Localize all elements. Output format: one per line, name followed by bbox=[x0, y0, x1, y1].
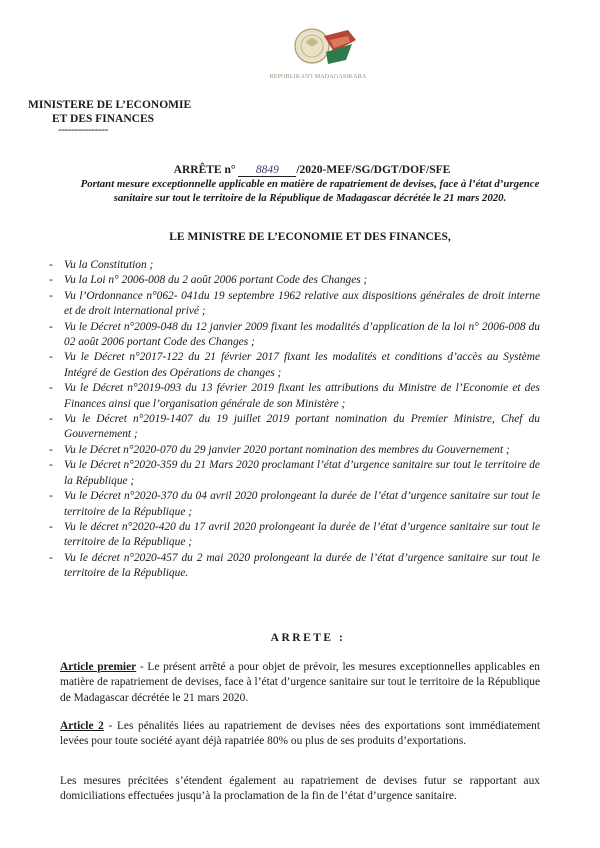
minister-heading: LE MINISTRE DE L’ECONOMIE ET DES FINANCES, bbox=[169, 231, 451, 243]
consideration-text: Vu le Décret n°2020-359 du 21 Mars 2020 proclamant l’état d’urgence sanitaire sur tout le territoire de la République ; bbox=[64, 459, 540, 487]
article-1-label: Article premier bbox=[60, 661, 137, 673]
consideration-text: Vu le Décret n°2009-048 du 12 janvier 2009 fixant les modalités d’application de la loi n° 2006-008 du 02 août 2006 portant Code des Changes ; bbox=[64, 320, 540, 349]
bullet: - bbox=[49, 320, 53, 333]
consideration-text: Vu le Décret n°2017-122 du 21 février 2017 fixant les modalités et conditions d’accès au Système Intégré de Gestion des Opérations de changes ; bbox=[64, 351, 540, 379]
bullet: - bbox=[49, 520, 53, 533]
ministry-line-1: MINISTERE DE L’ECONOMIE bbox=[28, 99, 192, 111]
consideration-item bbox=[49, 289, 540, 320]
consideration-item bbox=[49, 273, 540, 288]
consideration-text: Vu l’Ordonnance n°062- 041du 19 septembre 1962 relative aux dispositions générales de droit interne et de droit international privé ; bbox=[64, 289, 540, 318]
consideration-text: Vu la Constitution ; bbox=[64, 259, 154, 271]
ministry-divider: --------------- bbox=[58, 124, 108, 136]
consideration-text: Vu le décret n°2020-420 du 17 avril 2020 prolongeant la durée de l’état d’urgence sanitaire sur tout le territoire de la République ; bbox=[64, 520, 540, 549]
ministry-line-2: ET DES FINANCES bbox=[52, 113, 155, 125]
consideration-item bbox=[49, 412, 540, 443]
consideration-text: Vu le Décret n°2019-1407 du 19 juillet 2019 portant nomination du Premier Ministre, Chef du Gouvernement ; bbox=[64, 413, 540, 441]
article-2 bbox=[60, 719, 540, 750]
consideration-item bbox=[49, 458, 540, 489]
decree-title-prefix: ARRÊTE n° bbox=[173, 164, 236, 176]
bullet: - bbox=[49, 490, 53, 503]
closing-paragraph: Les mesures précitées s’étendent également au rapatriement de devises futur se rapportant aux domiciliations effectuées jusqu’à la proclamation de la fin de l’état d’urgence sanitaire. bbox=[60, 775, 540, 803]
consideration-item bbox=[49, 258, 540, 273]
consideration-item bbox=[49, 489, 540, 520]
emblem-icon bbox=[268, 22, 368, 74]
bullet: - bbox=[49, 259, 53, 271]
decree-title-suffix: /2020-MEF/SG/DGT/DOF/SFE bbox=[296, 164, 451, 176]
state-seal-emblem bbox=[268, 22, 368, 102]
bullet: - bbox=[49, 551, 53, 564]
consideration-text: Vu le décret n°2020-457 du 2 mai 2020 prolongeant la durée de l’état d’urgence sanitaire sur tout le territoire de la République. bbox=[64, 551, 540, 580]
article-2-text: - Les pénalités liées au rapatriement de devises nées des exportations sont immédiatement levées pour toute société ayant déjà rapatriée 80% ou plus de ses produits d’exportations. bbox=[60, 720, 540, 748]
decree-number: 8849 bbox=[238, 164, 296, 177]
bullet: - bbox=[49, 382, 53, 395]
decree-subtitle: Portant mesure exceptionnelle applicable en matière de rapatriement de devises, face à l’état d’urgence sanitaire sur tout le territoire de la République de Madagascar décrétée le 21 mars 2020. bbox=[80, 178, 540, 204]
ministry-header bbox=[28, 98, 198, 134]
consideration-text: Vu le Décret n°2019-093 du 13 février 2019 fixant les attributions du Ministre de l’Economie et des Finances ainsi que l’organisation générale de son Ministère ; bbox=[64, 382, 540, 410]
bullet: - bbox=[49, 274, 53, 287]
consideration-item bbox=[49, 551, 540, 582]
consideration-text: Vu la Loi n° 2006-008 du 2 août 2006 portant Code des Changes ; bbox=[64, 274, 368, 287]
decree-title bbox=[0, 164, 600, 177]
consideration-text: Vu le Décret n°2020-370 du 04 avril 2020 prolongeant la durée de l’état d’urgence sanitaire sur tout le territoire de la République ; bbox=[64, 490, 540, 518]
consideration-item bbox=[49, 381, 540, 412]
bullet: - bbox=[49, 289, 53, 302]
article-2-label: Article 2 bbox=[60, 720, 104, 732]
bullet: - bbox=[49, 459, 53, 472]
consideration-item bbox=[49, 320, 540, 351]
bullet: - bbox=[49, 413, 53, 426]
article-1-text: - Le présent arrêté a pour objet de prévoir, les mesures exceptionnelles applicables en matière de rapatriement de devises, face à l’état d’urgence sanitaire sur tout le territoire de la République de Madagascar décrétée le 21 mars 2020. bbox=[60, 661, 541, 704]
bullet: - bbox=[49, 443, 53, 456]
article-1 bbox=[60, 660, 540, 706]
consideration-item bbox=[49, 520, 540, 551]
arrete-heading: ARRETE : bbox=[270, 632, 346, 644]
bullet: - bbox=[49, 351, 53, 364]
consideration-item bbox=[49, 443, 540, 458]
consideration-item bbox=[49, 350, 540, 381]
consideration-text: Vu le Décret n°2020-070 du 29 janvier 2020 portant nomination des membres du Gouvernement ; bbox=[64, 443, 510, 456]
seal-caption: REPOBLIKAN'I MADAGASIKARA bbox=[269, 74, 367, 80]
considerations-list bbox=[49, 258, 540, 582]
